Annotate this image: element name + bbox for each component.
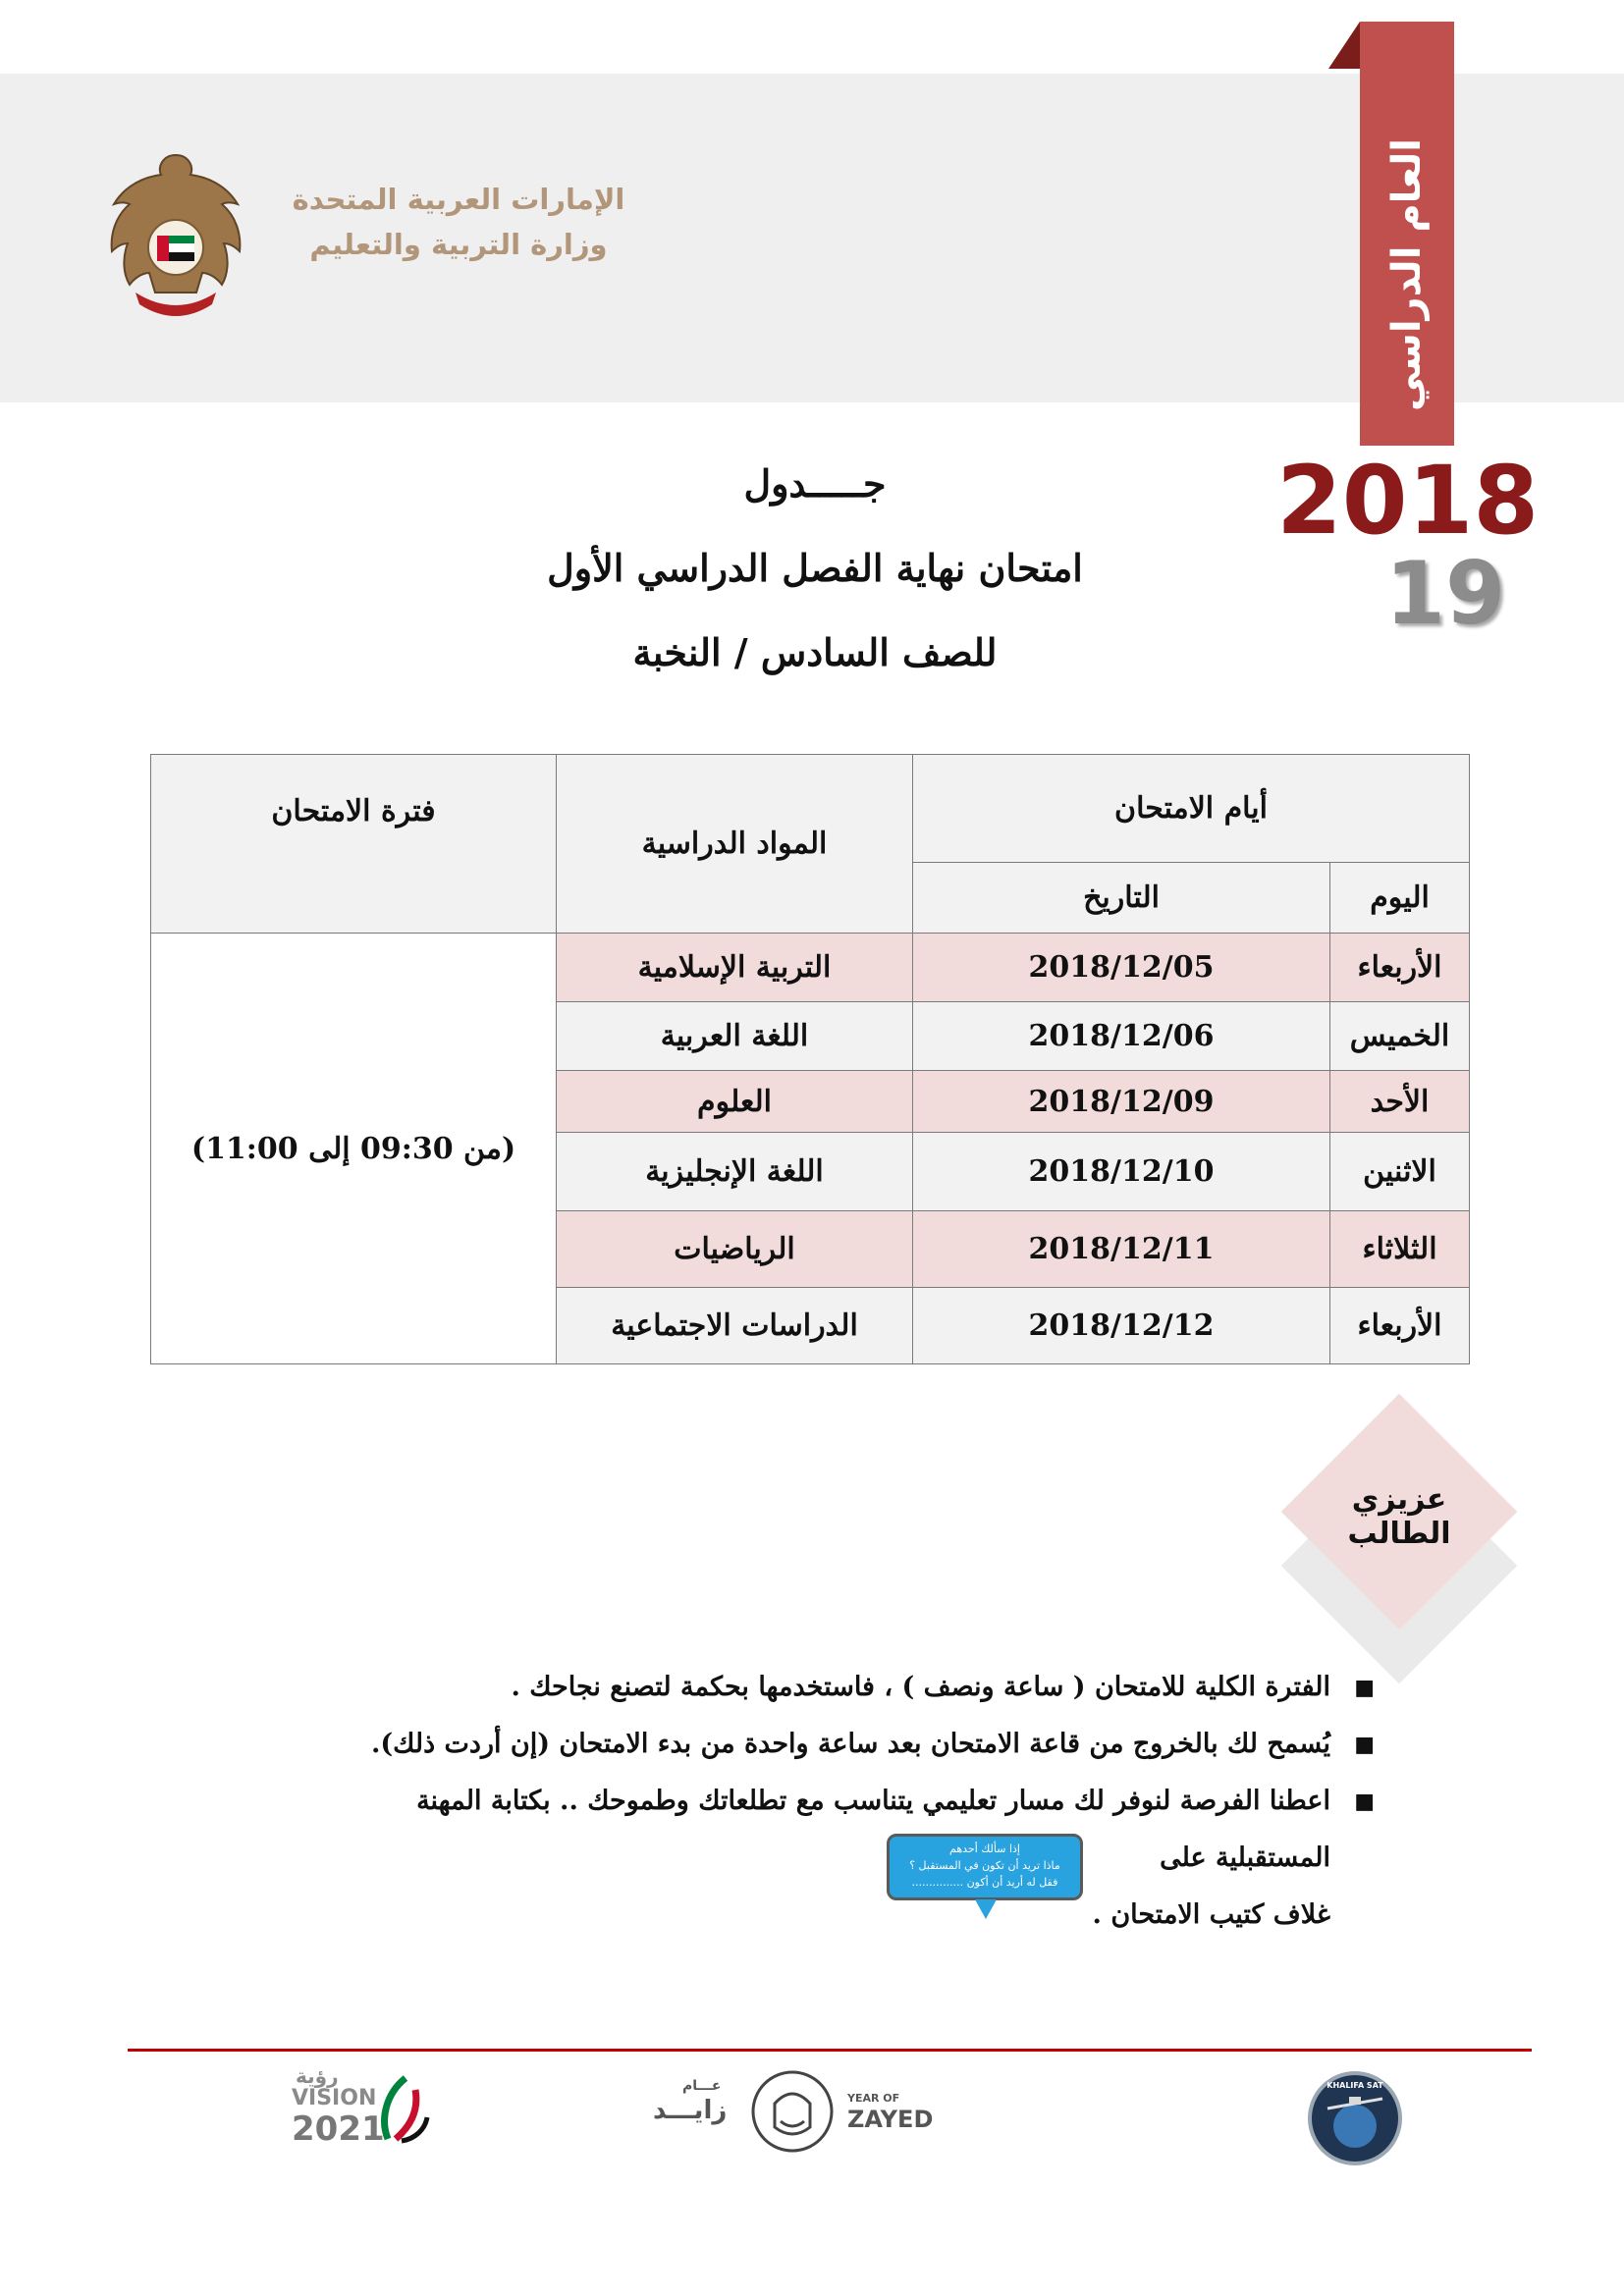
row-subject: الرياضيات <box>557 1211 913 1288</box>
bullet-icon: ■ <box>1354 1732 1375 1757</box>
zayed-english: ZAYED <box>847 2106 934 2133</box>
note-text: اعطنا الفرصة لنوفر لك مسار تعليمي يتناسب مع تطلعاتك وطموحك .. بكتابة المهنة المستقبلية على <box>416 1786 1330 1873</box>
note-text: يُسمح لك بالخروج من قاعة الامتحان بعد ساعة واحدة من بدء الامتحان (إن أردت ذلك). <box>370 1729 1330 1759</box>
zayed-portrait-icon <box>751 2070 834 2153</box>
bullet-icon: ■ <box>1354 1789 1375 1814</box>
bubble-line-3: فقل له أريد أن أكون ............... <box>911 1876 1058 1889</box>
uae-country-name: الإمارات العربية المتحدة <box>292 183 625 216</box>
row-day: الثلاثاء <box>1330 1211 1470 1288</box>
row-subject: الدراسات الاجتماعية <box>557 1288 913 1364</box>
note-item <box>295 1659 1375 1716</box>
row-subject: التربية الإسلامية <box>557 934 913 1002</box>
ribbon-fold <box>1328 22 1360 69</box>
uae-emblem-icon <box>106 145 245 320</box>
schedule-titles <box>412 442 1218 695</box>
exam-period-value: (من 09:30 إلى 11:00) <box>151 934 557 1364</box>
row-date: 2018/12/09 <box>913 1071 1330 1133</box>
speech-bubble-tail <box>975 1899 997 1919</box>
header-exam-days: أيام الامتحان <box>913 755 1470 863</box>
khalifasat-logo <box>1306 2069 1404 2167</box>
row-day: الأربعاء <box>1330 1288 1470 1364</box>
khalifasat-label: KHALIFA SAT <box>1326 2081 1383 2090</box>
row-date: 2018/12/11 <box>913 1211 1330 1288</box>
vision-year: 2021 <box>292 2109 385 2149</box>
vision-2021-logo <box>290 2064 437 2158</box>
zayed-arabic-top: عـــام <box>682 2078 722 2094</box>
year-of-zayed-logo <box>653 2066 943 2160</box>
year-bottom: 19 <box>1384 543 1506 644</box>
bullet-icon: ■ <box>1354 1675 1375 1700</box>
exam-schedule-table <box>150 754 1470 1364</box>
row-day: الاثنين <box>1330 1133 1470 1211</box>
footer-divider <box>128 2049 1532 2052</box>
title-line-3: للصف السادس / النخبة <box>632 630 998 674</box>
speech-bubble <box>887 1834 1083 1900</box>
vision-emblem-icon <box>376 2070 431 2145</box>
row-date: 2018/12/12 <box>913 1288 1330 1364</box>
row-subject: العلوم <box>557 1071 913 1133</box>
row-day: الأربعاء <box>1330 934 1470 1002</box>
notes-heading: عزيزي الطالب <box>1347 1482 1451 1551</box>
title-line-1: جـــــدول <box>743 461 887 506</box>
vision-label: VISION <box>292 2086 377 2110</box>
header-day: اليوم <box>1330 863 1470 934</box>
row-date: 2018/12/06 <box>913 1002 1330 1071</box>
bubble-line-2: ماذا تريد أن تكون في المستقبل ؟ <box>909 1859 1060 1872</box>
ministry-name <box>267 177 650 267</box>
academic-year-label: العام الدراسي <box>1384 138 1431 411</box>
row-subject: اللغة العربية <box>557 1002 913 1071</box>
note-item <box>295 1773 1375 1887</box>
row-day: الخميس <box>1330 1002 1470 1071</box>
row-date: 2018/12/10 <box>913 1133 1330 1211</box>
note-continuation: غلاف كتيب الامتحان . <box>1092 1899 1330 1930</box>
zayed-arabic: زايـــد <box>653 2096 728 2125</box>
header-date: التاريخ <box>913 863 1330 934</box>
vision-word: رؤية <box>296 2064 339 2088</box>
zayed-english-top: YEAR OF <box>847 2092 900 2105</box>
note-text: الفترة الكلية للامتحان ( ساعة ونصف ) ، فاستخدمها بحكمة لتصنع نجاحك . <box>511 1672 1330 1702</box>
note-item <box>295 1716 1375 1773</box>
row-day: الأحد <box>1330 1071 1470 1133</box>
header-exam-period: فترة الامتحان <box>151 755 557 934</box>
ministry-of-education-name: وزارة التربية والتعليم <box>309 228 608 261</box>
table-row <box>151 934 1470 1002</box>
row-date: 2018/12/05 <box>913 934 1330 1002</box>
row-subject: اللغة الإنجليزية <box>557 1133 913 1211</box>
bubble-line-1: إذا سألك أحدهم <box>949 1842 1020 1855</box>
year-top: 2018 <box>1276 446 1540 556</box>
student-notes <box>295 1659 1375 1944</box>
title-line-2: امتحان نهاية الفصل الدراسي الأول <box>547 546 1083 590</box>
header-subjects: المواد الدراسية <box>557 755 913 934</box>
